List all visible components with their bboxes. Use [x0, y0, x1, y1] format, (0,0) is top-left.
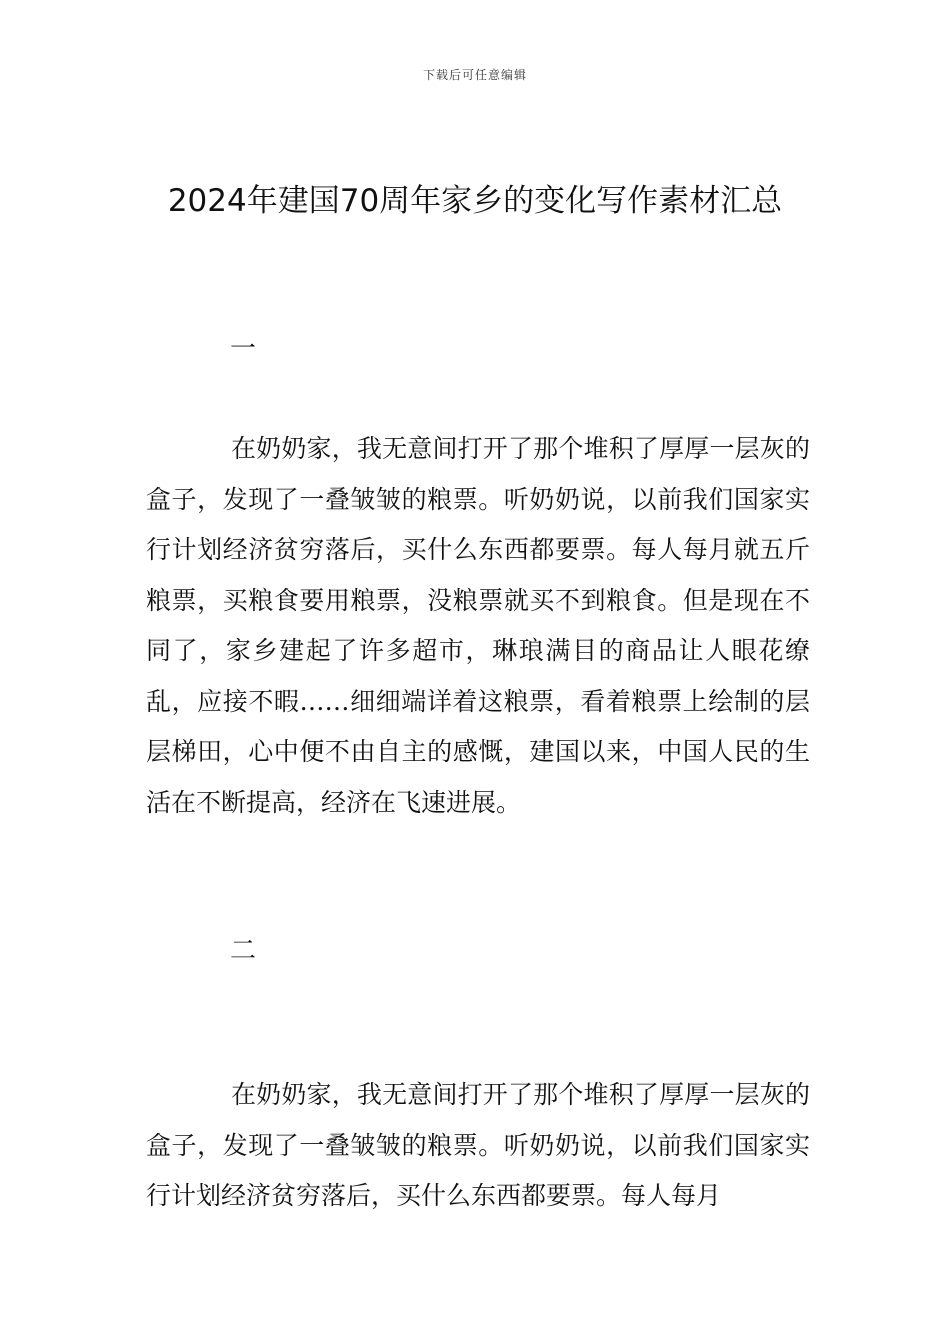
header-note: 下载后可任意编辑 [422, 68, 527, 82]
document-title: 2024年建国70周年家乡的变化写作素材汇总 [167, 183, 783, 219]
section-number: 一 [230, 334, 257, 364]
section-paragraph: 在奶奶家，我无意间打开了那个堆积了厚厚一层灰的盒子，发现了一叠皱皱的粮票。听奶奶说，以前我们国家实行计划经济贫穷落后，买什么东西都要票。每人每月就五斤粮票，买粮食要用粮票，没粮票就买不到粮食。但是现在不同了，家乡建起了许多超市，琳琅满目的商品让人眼花缭乱，应接不暇……细细端详着这粮票，看着粮票上绘制的层层梯田，心中便不由自主的感慨，建国以来，中国人民的生活在不断提高，经济在飞速进展。 [146, 434, 810, 817]
section-number: 二 [230, 936, 257, 966]
section-paragraph: 在奶奶家，我无意间打开了那个堆积了厚厚一层灰的盒子，发现了一叠皱皱的粮票。听奶奶说，以前我们国家实行计划经济贫穷落后，买什么东西都要票。每人每月 [146, 1080, 810, 1210]
